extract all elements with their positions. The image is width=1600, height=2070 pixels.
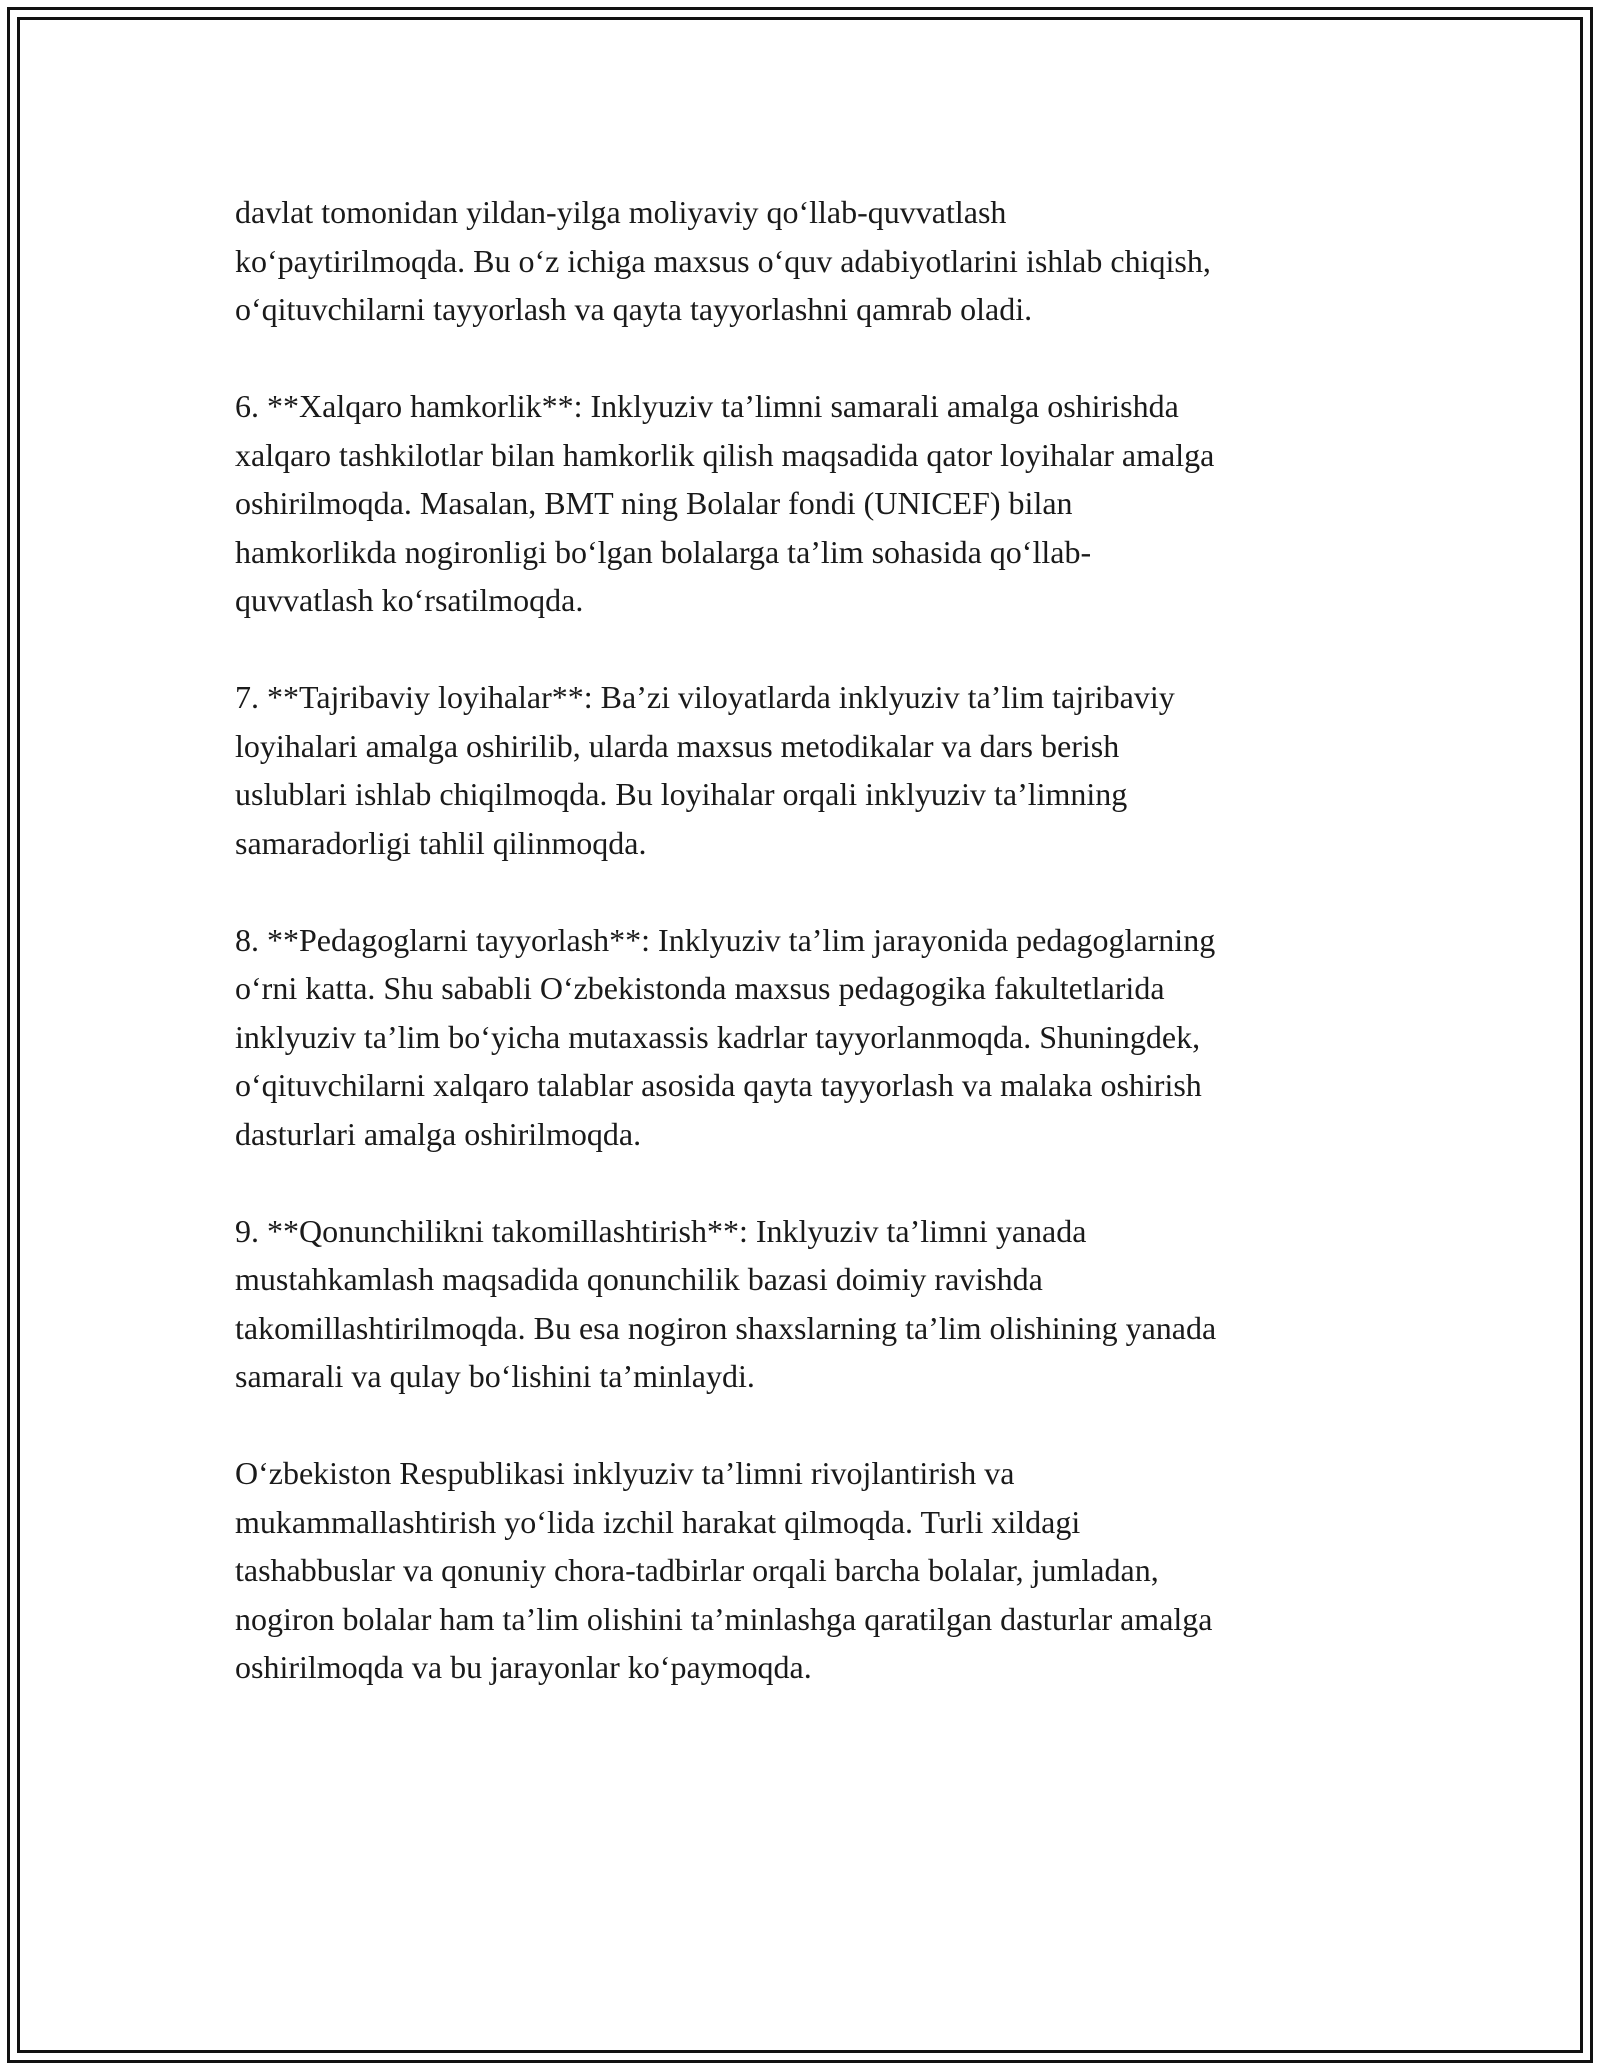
document-body <box>235 188 1375 1692</box>
paragraph-international-cooperation: 6. **Xalqaro hamkorlik**: Inklyuziv ta’limni samarali amalga oshirishda xalqaro tashkilotlar bilan hamkorlik qilish maqsadida qator loyihalar amalga oshirilmoqda. Masalan, BMT ning Bolalar fondi (UNICEF) bilan hamkorlikda nogironligi bo‘lgan bolalarga ta’lim sohasida qo‘llab- quvvatlash ko‘rsatilmoqda. <box>235 388 1215 618</box>
paragraph-teacher-training: 8. **Pedagoglarni tayyorlash**: Inklyuziv ta’lim jarayonida pedagoglarning o‘rni katta. Shu sababli O‘zbekistonda maxsus pedagogika fakultetlarida inklyuziv ta’lim bo‘yicha mutaxassis kadrlar tayyorlanmoqda. Shuningdek, o‘qituvchilarni xalqaro talablar asosida qayta tayyorlash va malaka oshirish dasturlari amalga oshirilmoqda. <box>235 921 1216 1152</box>
paragraph-conclusion: O‘zbekiston Respublikasi inklyuziv ta’limni rivojlantirish va mukammallashtirish yo‘lida izchil harakat qilmoqda. Turli xildagi tashabbuslar va qonuniy chora-tadbirlar orqali barcha bolalar, jumladan, nogiron bolalar ham ta’lim olishini ta’minlashga qaratilgan dasturlar amalga oshirilmoqda va bu jarayonlar ko‘paymoqda. <box>235 1455 1213 1685</box>
paragraph-pilot-projects: 7. **Tajribaviy loyihalar**: Ba’zi viloyatlarda inklyuziv ta’lim tajribaviy loyihalari amalga oshirilib, ularda maxsus metodikalar va dars berish uslublari ishlab chiqilmoqda. Bu loyihalar orqali inklyuziv ta’limning samaradorligi tahlil qilinmoqda. <box>235 679 1175 861</box>
paragraph-funding-continuation: davlat tomonidan yildan-yilga moliyaviy qo‘llab-quvvatlash ko‘paytirilmoqda. Bu o‘z ichiga maxsus o‘quv adabiyotlarini ishlab chiqish, o‘qituvchilarni tayyorlash va qayta tayyorlashni qamrab oladi. <box>235 194 1211 327</box>
paragraph-legislation: 9. **Qonunchilikni takomillashtirish**: Inklyuziv ta’limni yanada mustahkamlash maqsadida qonunchilik bazasi doimiy ravishda takomillashtirilmoqda. Bu esa nogiron shaxslarning ta’lim olishining yanada samarali va qulay bo‘lishini ta’minlaydi. <box>235 1212 1217 1394</box>
